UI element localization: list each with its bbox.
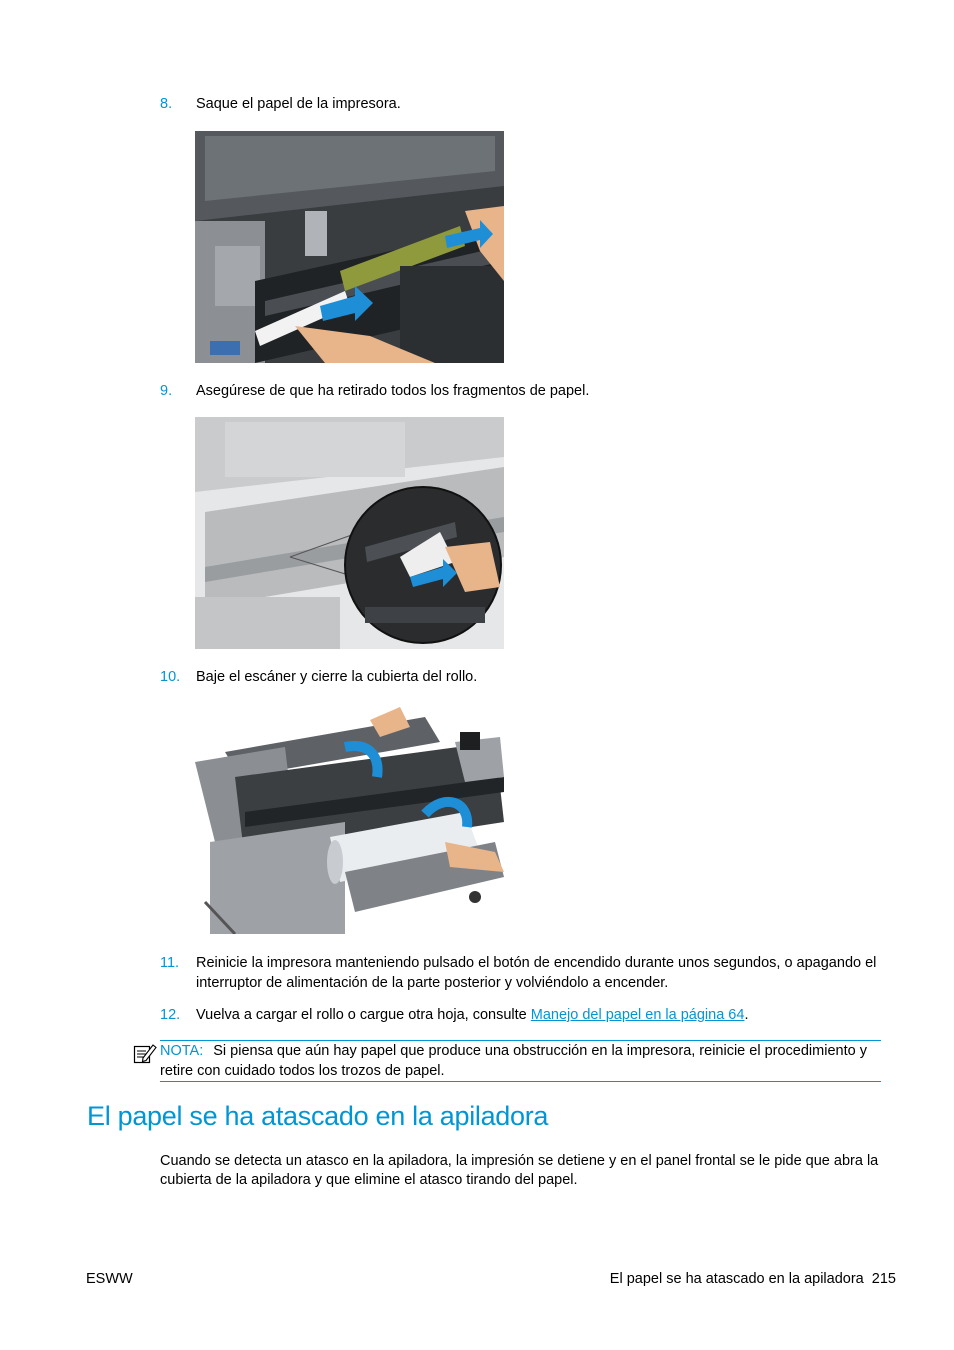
- step-number: 9.: [160, 383, 173, 399]
- step-text: Asegúrese de que ha retirado todos los fragmentos de papel.: [196, 383, 590, 399]
- step-number: 12.: [160, 1007, 181, 1023]
- footer-section-title: El papel se ha atascado en la apiladora: [609, 1271, 864, 1287]
- paper-handling-link[interactable]: Manejo del papel en la página 64: [530, 1007, 745, 1023]
- page-number: 215: [871, 1271, 896, 1287]
- footer-right: [610, 1271, 896, 1287]
- figure-paper-fragments: [195, 417, 504, 649]
- figure-remove-paper: [195, 131, 504, 363]
- step-11: [160, 953, 880, 993]
- step-text: Baje el escáner y cierre la cubierta del rollo.: [196, 669, 478, 685]
- step-text: Vuelva a cargar el rollo o cargue otra hoja, consulte Manejo del papel en la página 64.: [196, 1007, 749, 1023]
- step-number: 10.: [160, 669, 181, 685]
- step-text: Reinicie la impresora manteniendo pulsado el botón de encendido durante unos segundos, o apagando el interruptor de alimentación de la parte posterior y volviéndolo a encender.: [196, 955, 877, 991]
- step-text: Saque el papel de la impresora.: [196, 96, 401, 112]
- note-box: [160, 1040, 881, 1082]
- section-title: El papel se ha atascado en la apiladora: [87, 1101, 549, 1131]
- note-pencil-icon: [133, 1042, 157, 1064]
- section-paragraph: Cuando se detecta un atasco en la apiladora, la impresión se detiene y en el panel frontal se le pide que abra la cubierta de la apiladora y que elimine el atasco tirando del papel.: [160, 1153, 879, 1188]
- note-label: NOTA:: [160, 1043, 204, 1059]
- note-text: Si piensa que aún hay papel que produce una obstrucción en la impresora, reinicie el procedimiento y retire con cuidado todos los trozos de papel.: [160, 1043, 867, 1079]
- step-number: 11.: [160, 955, 180, 971]
- figure-close-roll-cover: [195, 702, 504, 934]
- step-number: 8.: [160, 96, 173, 112]
- footer-left: ESWW: [86, 1271, 133, 1287]
